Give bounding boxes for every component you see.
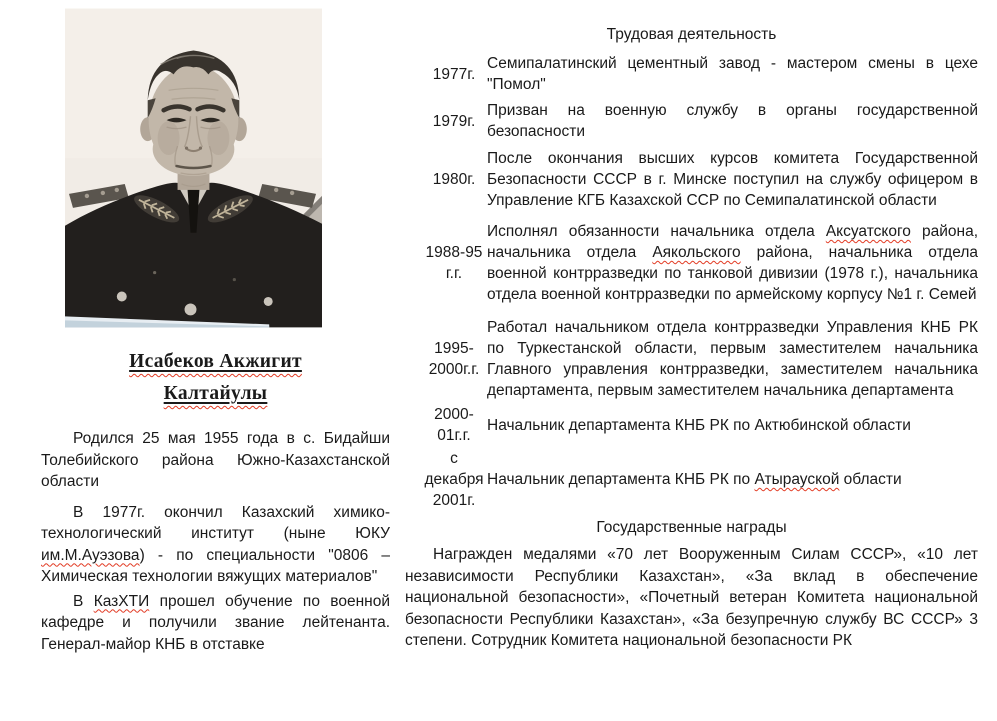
table-row xyxy=(423,221,978,305)
table-row xyxy=(423,148,978,211)
work-history-title: Трудовая деятельность xyxy=(606,26,777,43)
row-description: Начальник департамента КНБ РК по Актюбинской области xyxy=(487,416,911,434)
awards-paragraph: Награжден медалями «70 лет Вооруженным Силам СССР», «10 лет независимости Республики Казахстан», «За вклад в обеспечение национальной безопасности», «Почетный ветеран Комитета национальной безопасности Республики Казахстан», «За безупречную службу ВС СССР» 3 степени. Сотрудник Комитета национальной безопасности РК xyxy=(405,546,978,649)
person-name-line2: Калтайулы xyxy=(163,383,268,404)
left-column xyxy=(41,0,390,664)
row-year: 1995-2000г.г. xyxy=(428,340,480,378)
table-row xyxy=(423,53,978,95)
misspelled-word: Атырауской xyxy=(754,471,840,488)
row-year: 1977г. xyxy=(432,65,476,83)
bio-paragraph: В 1977г. окончил Казахский химико-технологический институт (ныне ЮКУ им.М.Ауэзова) - по специальности "0806 – Химическая технологии вяжущих материалов" xyxy=(41,503,390,585)
row-description: Семипалатинский цементный завод - мастером смены в цехе "Помол" xyxy=(487,55,978,93)
right-column xyxy=(405,0,978,652)
row-year: 2000-01г.г. xyxy=(434,406,474,444)
row-year: 1988-95 г.г. xyxy=(425,244,483,282)
portrait-photo xyxy=(65,8,322,328)
bio-paragraph: Родился 25 мая 1955 года в с. Бидайши Толебийского района Южно-Казахстанской области xyxy=(41,430,390,490)
row-description: Исполнял обязанности начальника отдела Аксуатского района, начальника отдела Аякольского района, начальника отдела военной контрразведки по танковой дивизии (1978 г.), начальника отдела военной контрразведки по армейскому корпусу №1 г. Семей xyxy=(487,223,979,303)
person-name xyxy=(41,346,390,410)
work-history-table xyxy=(423,53,978,511)
person-name-line1: Исабеков Акжигит xyxy=(129,351,302,372)
awards-title: Государственные награды xyxy=(596,519,787,536)
row-year: с декабря 2001г. xyxy=(424,450,484,509)
row-year: 1980г. xyxy=(432,171,476,188)
misspelled-word: Аксуатского xyxy=(825,223,911,240)
table-row xyxy=(423,100,978,142)
bio-paragraph: В КазХТИ прошел обучение по военной кафедре и получили звание лейтенанта. Генерал-майор КНБ в отставке xyxy=(41,592,390,653)
table-row xyxy=(423,448,978,511)
table-row xyxy=(423,317,978,401)
misspelled-word: Аякольского xyxy=(652,244,741,261)
row-description: Призван на военную службу в органы государственной безопасности xyxy=(487,102,978,140)
biography-text xyxy=(41,428,390,655)
table-row xyxy=(423,404,978,446)
row-description: Начальник департамента КНБ РК по Атырауской области xyxy=(487,471,902,488)
misspelled-word: КазХТИ xyxy=(93,592,150,610)
row-year: 1979г. xyxy=(432,112,476,130)
misspelled-word: им.М.Ауэзова xyxy=(41,546,140,564)
row-description: После окончания высших курсов комитета Государственной Безопасности СССР в г. Минске поступил на службу офицером в Управление КГБ Казахской ССР по Семипалатинской области xyxy=(487,150,978,209)
row-description: Работал начальником отдела контрразведки Управления КНБ РК по Туркестанской области, первым заместителем начальника Главного управления контрразведки, заместителем начальника департамента, первым заместителем начальника департамента xyxy=(487,319,978,399)
